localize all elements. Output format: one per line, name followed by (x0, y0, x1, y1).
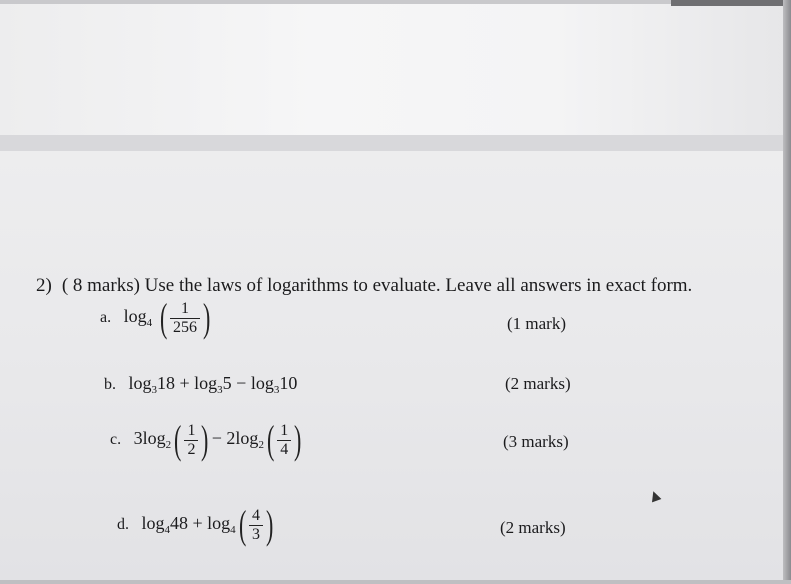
screen-edge-bottom (0, 580, 791, 584)
part-c-fraction-1 (184, 422, 198, 459)
part-d-fraction (249, 507, 263, 544)
screen-band (0, 135, 791, 151)
part-a-numerator: 1 (170, 300, 200, 319)
part-a-fraction (170, 300, 200, 337)
part-d-open-paren: ( (238, 502, 247, 547)
part-b-marks: (2 marks) (505, 374, 571, 393)
part-c-base1: 2 (165, 439, 172, 452)
question-text: ( 8 marks) Use the laws of logarithms to evaluate. Leave all answers in exact form. (61, 275, 693, 296)
part-b-base1: 3 (151, 384, 158, 396)
part-a-marks: (1 mark) (507, 314, 567, 333)
part-a-label: a. (100, 309, 112, 327)
part-c-coef1: 3log (133, 428, 166, 449)
part-c (110, 417, 305, 462)
question-heading (36, 275, 692, 297)
part-c-close-paren-1: ) (201, 417, 209, 462)
part-d-label: d. (117, 516, 129, 534)
part-d-base1: 4 (164, 524, 171, 537)
part-c-numerator-2: 1 (277, 422, 291, 441)
part-d (117, 502, 276, 547)
part-d-numerator: 4 (249, 507, 263, 526)
part-a-log: log (123, 306, 147, 327)
part-c-fraction-2 (277, 422, 291, 459)
part-c-mid: − 2log (211, 428, 259, 449)
monitor-bezel-right (783, 0, 791, 584)
monitor-bezel (671, 0, 791, 6)
part-b-base2: 3 (217, 384, 223, 396)
part-b-term3: 10 (279, 373, 298, 393)
part-b-label: b. (104, 376, 116, 393)
part-c-denominator-2: 4 (280, 440, 289, 458)
part-b-term1: 18 + log (157, 373, 218, 393)
part-c-label: c. (110, 431, 122, 449)
part-b-base3: 3 (273, 384, 280, 396)
part-d-log1: log (141, 513, 165, 534)
part-a-open-paren: ( (159, 295, 167, 340)
screen-glare (0, 0, 791, 135)
part-d-denominator: 3 (252, 525, 260, 543)
part-b-term2: 5 − log (222, 373, 274, 393)
part-b-log1: log (128, 373, 152, 393)
part-c-denominator-1: 2 (187, 440, 196, 458)
part-a-close-paren: ) (202, 295, 211, 340)
part-a-denominator: 256 (172, 318, 197, 336)
part-b (104, 373, 297, 396)
part-d-close-paren: ) (265, 502, 274, 547)
part-c-open-paren-1: ( (174, 417, 182, 462)
part-a-base: 4 (146, 317, 153, 330)
part-c-numerator-1: 1 (184, 422, 198, 441)
part-c-base2: 2 (258, 439, 264, 452)
part-d-term1: 48 + log (170, 513, 231, 534)
question-number: 2) (36, 275, 52, 296)
part-c-marks: (3 marks) (503, 432, 569, 451)
part-a (100, 295, 213, 340)
part-c-close-paren-2: ) (294, 417, 302, 462)
part-d-marks: (2 marks) (500, 518, 566, 537)
part-c-open-paren-2: ( (266, 417, 275, 462)
mouse-cursor-icon (649, 490, 662, 503)
part-d-base2: 4 (230, 524, 236, 537)
